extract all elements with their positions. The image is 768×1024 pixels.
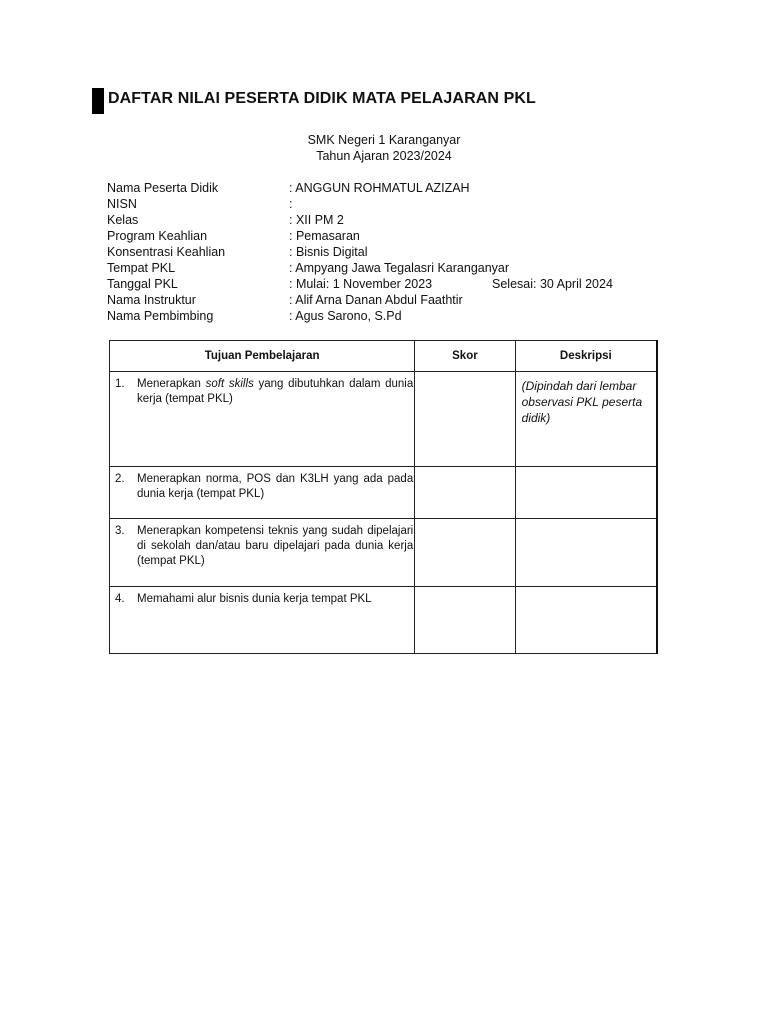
deskripsi-cell[interactable] — [515, 587, 657, 654]
item-number: 3. — [115, 525, 125, 537]
table-row — [110, 587, 658, 654]
info-value: : Ampyang Jawa Tegalasri Karanganyar — [289, 261, 510, 275]
info-label: Tanggal PKL — [107, 277, 178, 291]
tujuan-cell — [110, 519, 415, 587]
skor-cell[interactable] — [415, 372, 515, 467]
header-tujuan: Tujuan Pembelajaran — [110, 341, 415, 372]
school-name: SMK Negeri 1 Karanganyar — [307, 133, 461, 147]
item-text: Memahami alur bisnis dunia kerja tempat PKL — [137, 593, 372, 605]
skor-cell[interactable] — [415, 587, 515, 654]
header-skor: Skor — [415, 341, 515, 372]
info-label: Nama Pembimbing — [107, 309, 214, 323]
item-text: Menerapkan norma, POS dan K3LH yang ada pada dunia kerja (tempat PKL) — [137, 473, 414, 500]
table-header-row — [110, 341, 658, 372]
info-value: : ANGGUN ROHMATUL AZIZAH — [289, 181, 470, 195]
info-end-date: Selesai: 30 April 2024 — [492, 277, 613, 291]
item-number: 1. — [115, 378, 125, 390]
info-label: Program Keahlian — [107, 229, 208, 243]
academic-year: Tahun Ajaran 2023/2024 — [316, 149, 452, 163]
info-value: : Bisnis Digital — [289, 245, 368, 259]
info-value: : Pemasaran — [289, 229, 360, 243]
item-text: Menerapkan kompetensi teknis yang sudah dipelajari di sekolah dan/atau baru dipelajari pada dunia kerja (tempat PKL) — [137, 525, 414, 567]
info-label: Kelas — [107, 213, 139, 227]
info-value: : Mulai: 1 November 2023 — [289, 277, 433, 291]
info-label: Konsentrasi Keahlian — [107, 245, 226, 259]
header-deskripsi: Deskripsi — [515, 341, 657, 372]
info-label: Tempat PKL — [107, 261, 176, 275]
info-value: : Alif Arna Danan Abdul Faathtir — [289, 293, 463, 307]
deskripsi-text: (Dipindah dari lembar observasi PKL peserta didik) — [521, 379, 643, 425]
info-value: : XII PM 2 — [289, 213, 344, 227]
info-value: : — [289, 197, 293, 211]
info-value: : Agus Sarono, S.Pd — [289, 309, 402, 323]
item-text: Menerapkan soft skills yang dibutuhkan dalam dunia kerja (tempat PKL) — [137, 378, 414, 405]
table-row — [110, 467, 658, 519]
info-label: Nama Peserta Didik — [107, 181, 219, 195]
grades-table — [109, 340, 658, 654]
item-number: 2. — [115, 473, 125, 485]
tujuan-cell — [110, 587, 415, 654]
skor-cell[interactable] — [415, 519, 515, 587]
title-marker — [92, 88, 104, 114]
tujuan-cell — [110, 467, 415, 519]
deskripsi-cell[interactable] — [515, 519, 657, 587]
info-label: NISN — [107, 197, 137, 211]
table-row — [110, 519, 658, 587]
document-title: DAFTAR NILAI PESERTA DIDIK MATA PELAJARAN PKL — [108, 90, 536, 107]
info-label: Nama Instruktur — [107, 293, 196, 307]
item-number: 4. — [115, 593, 125, 605]
deskripsi-cell[interactable] — [515, 372, 657, 467]
skor-cell[interactable] — [415, 467, 515, 519]
tujuan-cell — [110, 372, 415, 467]
deskripsi-cell[interactable] — [515, 467, 657, 519]
item-text-italic: soft skills — [205, 378, 254, 390]
table-row — [110, 372, 658, 467]
